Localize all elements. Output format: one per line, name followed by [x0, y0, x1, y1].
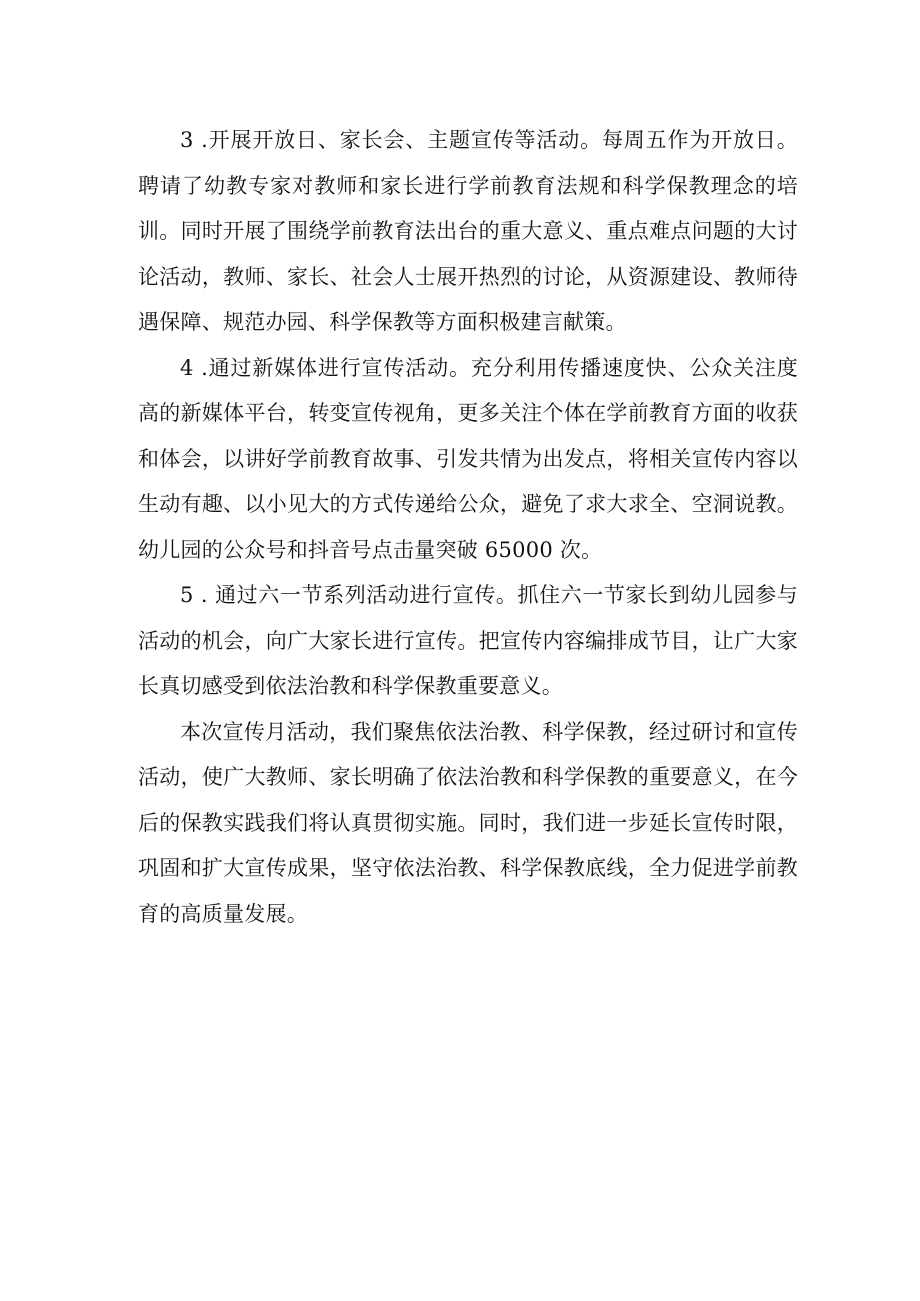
- paragraph-item-5-childrens-day: 5 . 通过六一节系列活动进行宣传。抓住六一节家长到幼儿园参与活动的机会，向广大家长进行宣传。把宣传内容编排成节目，让广大家长真切感受到依法治教和科学保教重要意义。: [138, 583, 798, 698]
- paragraph-item-3-open-day: 3 .开展开放日、家长会、主题宣传等活动。每周五作为开放日。聘请了幼教专家对教师和家长进行学前教育法规和科学保教理念的培训。同时开展了围绕学前教育法出台的重大意义、重点难点问题的大讨论活动，教师、家长、社会人士展开热烈的讨论，从资源建设、教师待遇保障、规范办园、科学保教等方面积极建言献策。: [138, 128, 798, 334]
- document-body: [138, 118, 798, 937]
- paragraph-item-4-new-media: 4 .通过新媒体进行宣传活动。充分利用传播速度快、公众关注度高的新媒体平台，转变宣传视角，更多关注个体在学前教育方面的收获和体会，以讲好学前教育故事、引发共情为出发点，将相关宣传内容以生动有趣、以小见大的方式传递给公众，避免了求大求全、空洞说教。幼儿园的公众号和抖音号点击量突破 65000 次。: [138, 355, 798, 562]
- paragraph-summary: 本次宣传月活动，我们聚焦依法治教、科学保教，经过研讨和宣传活动，使广大教师、家长明确了依法治教和科学保教的重要意义，在今后的保教实践我们将认真贯彻实施。同时，我们进一步延长宣传时限，巩固和扩大宣传成果，坚守依法治教、科学保教底线，全力促进学前教育的高质量发展。: [138, 719, 798, 926]
